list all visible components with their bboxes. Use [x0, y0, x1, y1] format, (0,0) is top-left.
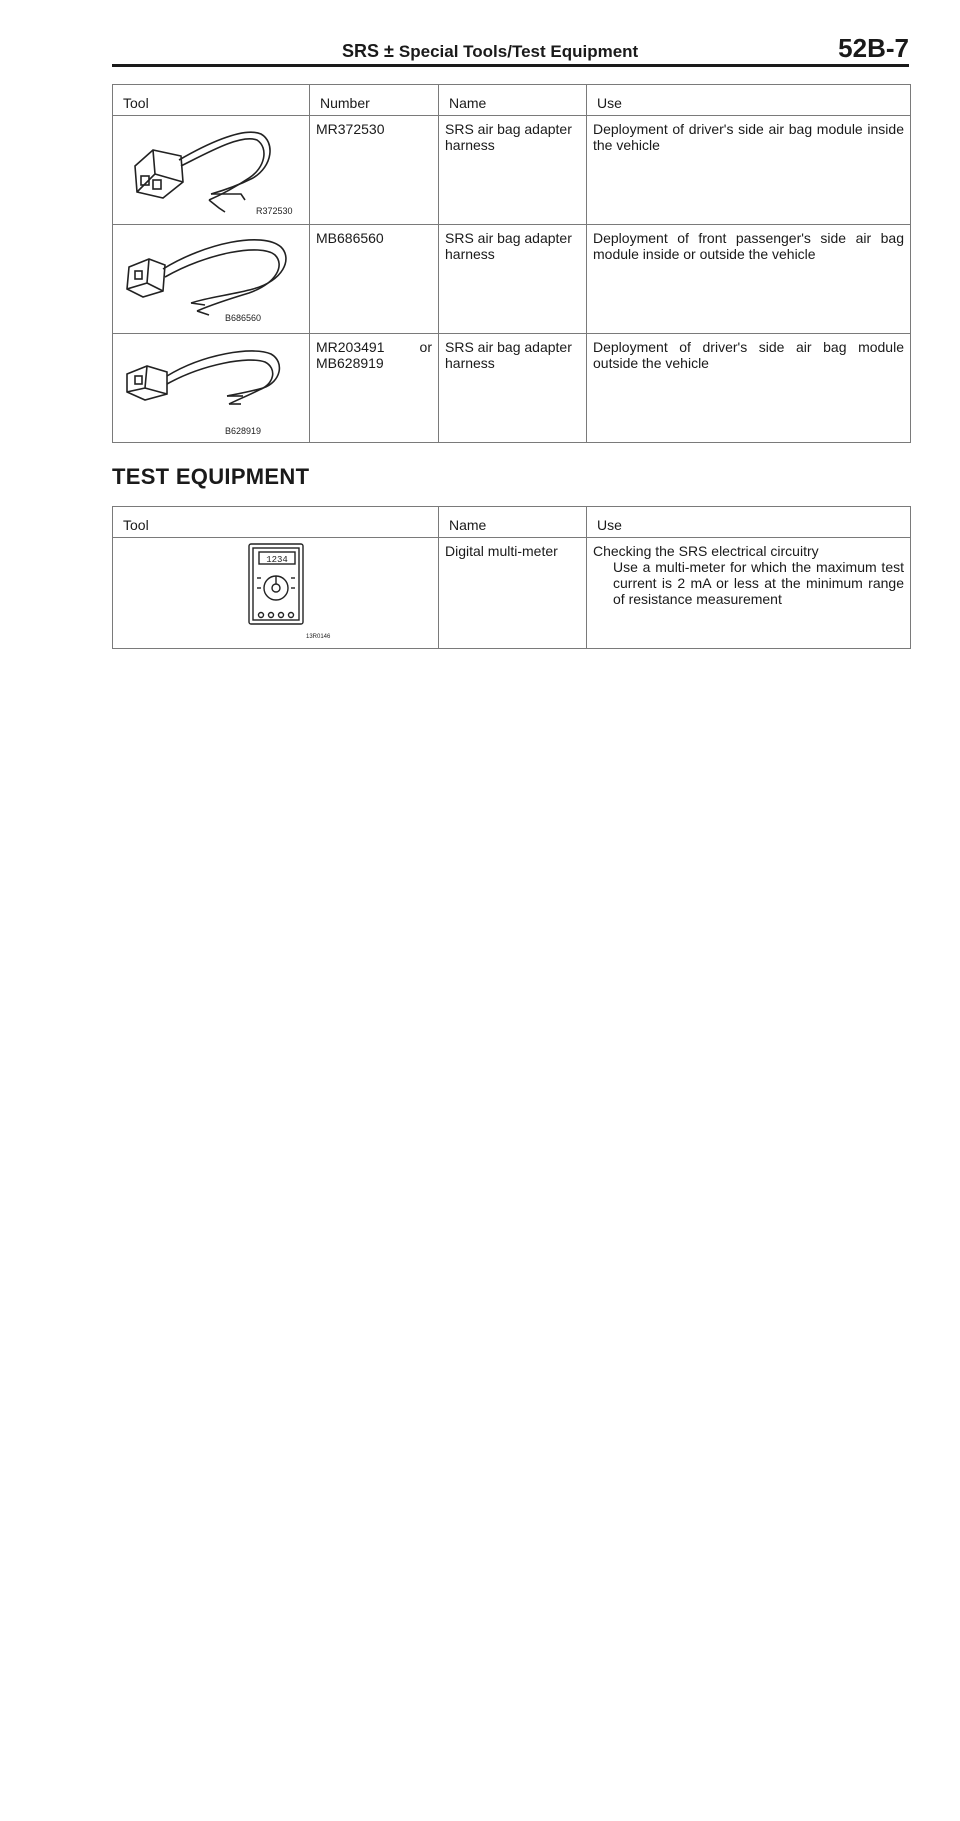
page-title: [342, 41, 638, 62]
tool-number: MR203491: [316, 339, 385, 355]
col-header-name: Name: [439, 507, 587, 538]
tool-name: SRS air bag adapter harness: [439, 334, 587, 443]
meter-display-reading: 1234: [266, 555, 288, 565]
tool-number-alt: MB628919: [316, 355, 384, 371]
tool-name: SRS air bag adapter harness: [439, 225, 587, 334]
test-equipment-table: [112, 506, 911, 649]
equipment-use: Checking the SRS electrical circuitry: [593, 543, 819, 559]
col-header-number: Number: [310, 85, 439, 116]
table-row: [113, 116, 911, 225]
harness-connector-icon: [113, 116, 309, 224]
tool-image-label: R372530: [256, 206, 293, 216]
tool-number-or: or: [419, 339, 432, 355]
tool-number-line: [316, 339, 432, 355]
tool-number-cell: [310, 334, 439, 443]
col-header-use: Use: [587, 85, 911, 116]
tool-image-label: B628919: [225, 426, 262, 436]
page-number: 52B-7: [838, 33, 909, 63]
equipment-use-cell: [587, 538, 911, 649]
col-header-tool: Tool: [113, 507, 439, 538]
col-header-name: Name: [439, 85, 587, 116]
tool-image-cell: [113, 538, 439, 649]
special-tools-table: [112, 84, 911, 443]
col-header-tool: Tool: [113, 85, 310, 116]
tool-image-cell: [113, 116, 310, 225]
harness-connector-icon: [113, 225, 309, 333]
harness-connector-icon: [113, 334, 309, 442]
tool-use: Deployment of front passenger's side air bag module inside or outside the vehicle: [587, 225, 911, 334]
tool-image-label: 13R0146: [306, 634, 331, 640]
title-main: Special Tools/Test Equipment: [398, 42, 639, 61]
table-header-row: [113, 507, 911, 538]
tool-image-cell: [113, 225, 310, 334]
section-title: TEST EQUIPMENT: [112, 464, 310, 489]
tool-image-cell: [113, 334, 310, 443]
tool-use: Deployment of driver's side air bag module inside the vehicle: [587, 116, 911, 225]
equipment-use-note: Use a multi-meter for which the maximum test current is 2 mA or less at the minimum range of resistance measurement: [613, 559, 904, 607]
col-header-use: Use: [587, 507, 911, 538]
tool-number: MR372530: [310, 116, 439, 225]
page-header: [112, 33, 909, 67]
table-row: [113, 538, 911, 649]
title-prefix: SRS ±: [342, 41, 394, 61]
tool-name: SRS air bag adapter harness: [439, 116, 587, 225]
table-row: [113, 225, 911, 334]
equipment-name: Digital multi-meter: [439, 538, 587, 649]
tool-use: Deployment of driver's side air bag module outside the vehicle: [587, 334, 911, 443]
tool-image-label: B686560: [225, 313, 262, 323]
multimeter-icon: [113, 538, 438, 648]
table-header-row: [113, 85, 911, 116]
table-row: [113, 334, 911, 443]
tool-number: MB686560: [310, 225, 439, 334]
